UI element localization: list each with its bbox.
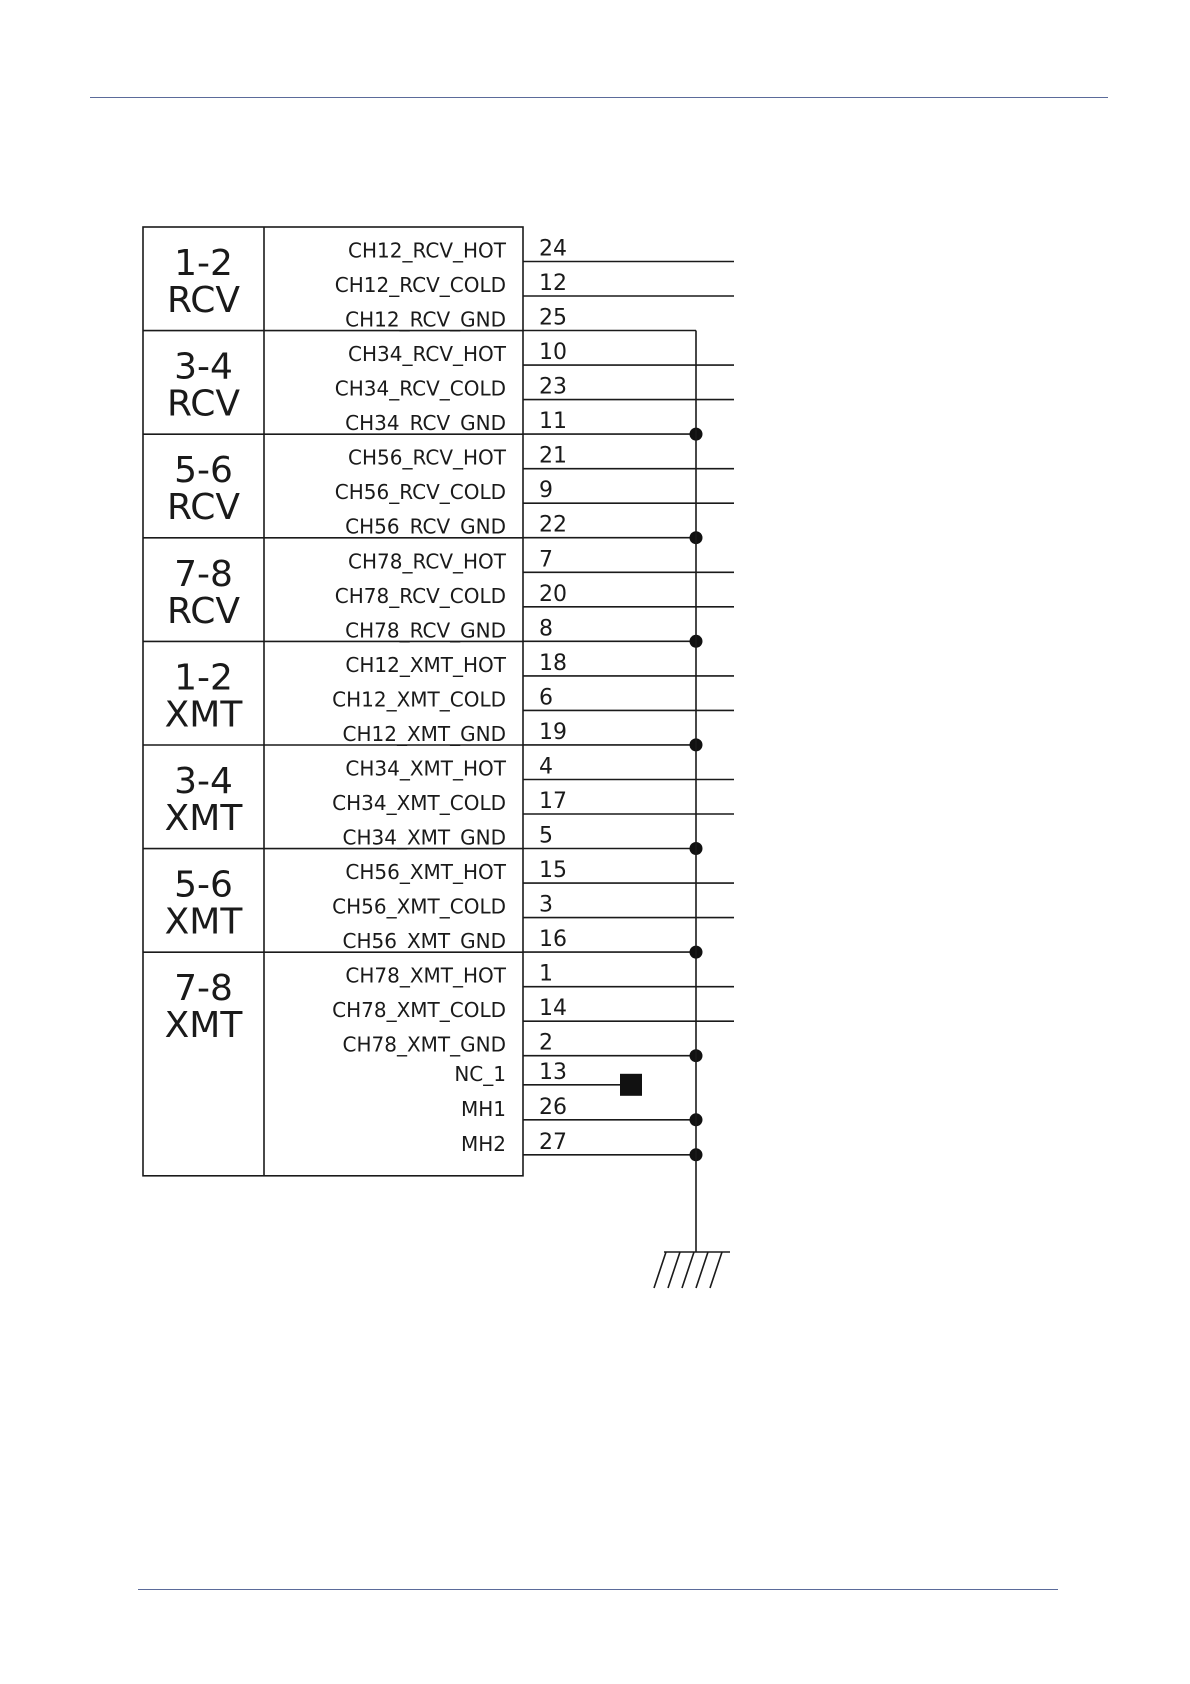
- signal-name: CH34_XMT_GND: [342, 825, 506, 850]
- ground-hatch: [710, 1252, 722, 1288]
- signal-name: CH56_XMT_COLD: [332, 894, 506, 919]
- signal-name: NC_1: [454, 1061, 506, 1086]
- pin-number: 16: [539, 927, 567, 953]
- signal-name: CH34_RCV_GND: [345, 411, 506, 436]
- pin-number: 5: [539, 823, 553, 849]
- pin-number: 25: [539, 305, 567, 331]
- pin-number: 19: [539, 719, 567, 745]
- signal-name: CH12_XMT_HOT: [345, 652, 506, 677]
- pin-number: 12: [539, 271, 567, 296]
- group-channel-label: 3-4: [174, 761, 233, 802]
- signal-name: CH78_XMT_COLD: [332, 998, 506, 1023]
- group-direction-label: XMT: [164, 901, 243, 943]
- signal-name: CH56_XMT_GND: [342, 929, 506, 954]
- signal-name: MH2: [460, 1131, 506, 1156]
- group-direction-label: RCV: [167, 280, 240, 321]
- signal-name: CH56_RCV_COLD: [334, 480, 506, 505]
- signal-name: CH56_RCV_HOT: [348, 445, 506, 470]
- signal-name: CH78_RCV_HOT: [348, 549, 506, 574]
- group-channel-label: 1-2: [174, 243, 233, 284]
- signal-name: CH12_XMT_COLD: [332, 687, 506, 712]
- signal-name: CH34_XMT_HOT: [345, 756, 506, 781]
- signal-name: CH34_RCV_COLD: [334, 376, 506, 401]
- pin-number: 20: [539, 581, 567, 607]
- pin-number: 15: [539, 858, 567, 884]
- ground-hatch: [668, 1252, 680, 1288]
- pin-number: 3: [539, 892, 553, 918]
- pin-number: 21: [539, 443, 567, 469]
- signal-name: CH78_RCV_COLD: [334, 583, 506, 608]
- no-connect-marker: [620, 1074, 642, 1096]
- group-channel-label: 7-8: [174, 553, 233, 595]
- pin-number: 6: [539, 685, 553, 711]
- signal-name: CH78_XMT_GND: [342, 1032, 506, 1057]
- group-channel-label: 7-8: [174, 968, 233, 1010]
- pin-number: 17: [539, 789, 567, 814]
- signal-name: CH34_RCV_HOT: [348, 342, 506, 367]
- group-channel-label: 3-4: [174, 346, 233, 388]
- group-direction-label: RCV: [167, 383, 240, 425]
- signal-name: CH34_XMT_COLD: [332, 791, 506, 815]
- group-direction-label: XMT: [164, 1005, 243, 1047]
- pin-number: 2: [539, 1030, 553, 1056]
- pin-number: 26: [539, 1094, 567, 1120]
- pin-number: 8: [539, 616, 553, 642]
- pin-number: 11: [539, 409, 567, 435]
- pin-number: 24: [539, 236, 567, 262]
- group-direction-label: XMT: [164, 694, 243, 736]
- signal-name: CH12_RCV_GND: [345, 307, 506, 332]
- signal-name: CH78_XMT_HOT: [345, 963, 506, 988]
- pin-number: 22: [539, 512, 567, 538]
- pin-number: 1: [539, 961, 553, 987]
- group-channel-label: 1-2: [174, 657, 233, 699]
- pin-number: 9: [539, 478, 553, 504]
- signal-name: CH78_RCV_GND: [345, 618, 506, 643]
- signal-name: CH56_RCV_GND: [345, 514, 506, 539]
- ground-hatch: [682, 1252, 694, 1288]
- signal-name: CH12_XMT_GND: [342, 721, 506, 746]
- pin-number: 18: [539, 650, 567, 676]
- ground-hatch: [696, 1252, 708, 1288]
- signal-name: CH12_RCV_HOT: [348, 238, 506, 263]
- pin-number: 27: [539, 1129, 567, 1155]
- signal-name: CH56_XMT_HOT: [345, 860, 506, 885]
- pin-number: 23: [539, 374, 567, 400]
- pin-number: 13: [539, 1059, 567, 1085]
- group-direction-label: XMT: [164, 798, 243, 839]
- pin-number: 10: [539, 340, 567, 366]
- signal-name: CH12_RCV_COLD: [334, 273, 506, 297]
- pin-number: 7: [539, 547, 553, 573]
- group-direction-label: RCV: [167, 487, 240, 529]
- ground-hatch: [654, 1252, 666, 1288]
- pin-number: 4: [539, 754, 553, 780]
- group-channel-label: 5-6: [174, 450, 233, 492]
- pin-number: 14: [539, 996, 567, 1022]
- signal-name: MH1: [460, 1096, 506, 1121]
- group-channel-label: 5-6: [174, 864, 233, 906]
- group-direction-label: RCV: [167, 590, 240, 632]
